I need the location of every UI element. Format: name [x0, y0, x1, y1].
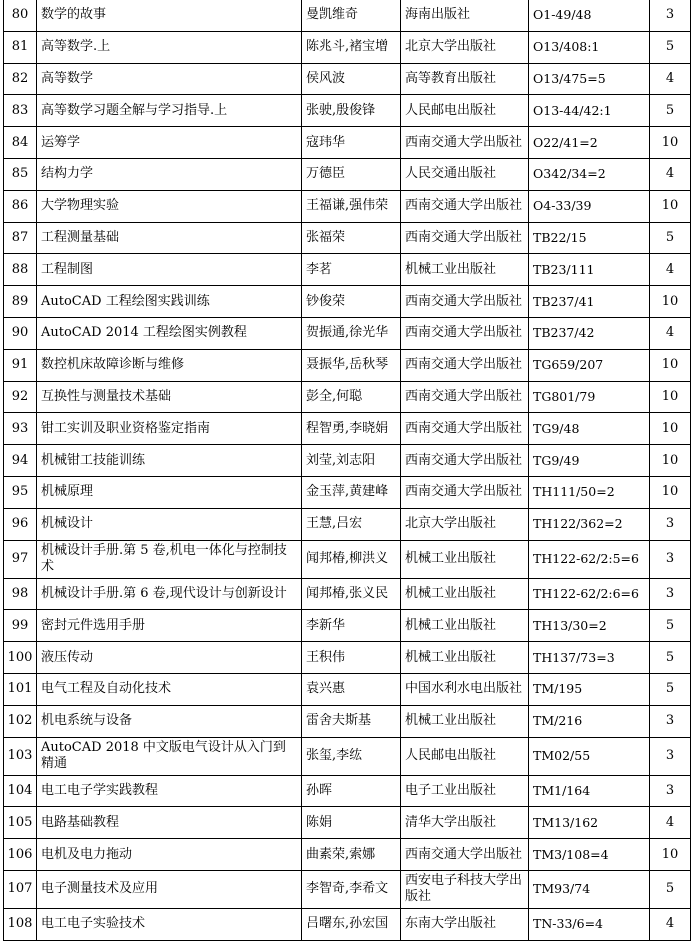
book-title: 互换性与测量技术基础	[37, 381, 302, 413]
call-number: TB237/42	[529, 317, 650, 349]
book-author: 闻邦椿,张义民	[302, 578, 401, 610]
book-author: 曲素荣,索娜	[302, 839, 401, 871]
copy-count: 3	[650, 0, 691, 31]
table-row	[4, 508, 691, 540]
book-publisher: 机械工业出版社	[401, 642, 529, 674]
copy-count: 10	[650, 381, 691, 413]
table-row	[4, 610, 691, 642]
table-row	[4, 908, 691, 940]
call-number: O4-33/39	[529, 190, 650, 222]
book-publisher: 西南交通大学出版社	[401, 190, 529, 222]
book-publisher: 海南出版社	[401, 0, 529, 31]
book-title: 电气工程及自动化技术	[37, 673, 302, 705]
table-row	[4, 705, 691, 737]
copy-count: 10	[650, 476, 691, 508]
book-publisher: 北京大学出版社	[401, 31, 529, 63]
book-publisher: 西南交通大学出版社	[401, 349, 529, 381]
copy-count: 3	[650, 508, 691, 540]
book-title: 数学的故事	[37, 0, 302, 31]
book-title: 电机及电力拖动	[37, 839, 302, 871]
book-author: 钞俊荣	[302, 286, 401, 318]
row-number: 105	[4, 807, 37, 839]
table-row	[4, 642, 691, 674]
call-number: TG801/79	[529, 381, 650, 413]
call-number: O22/41=2	[529, 127, 650, 159]
row-number: 96	[4, 508, 37, 540]
row-number: 92	[4, 381, 37, 413]
call-number: TN-33/6=4	[529, 908, 650, 940]
table-body	[4, 0, 691, 940]
copy-count: 3	[650, 775, 691, 807]
call-number: O13/475=5	[529, 63, 650, 95]
copy-count: 5	[650, 870, 691, 908]
book-publisher: 清华大学出版社	[401, 807, 529, 839]
copy-count: 10	[650, 190, 691, 222]
call-number: TM/195	[529, 673, 650, 705]
book-publisher: 西南交通大学出版社	[401, 381, 529, 413]
table-row	[4, 673, 691, 705]
call-number: TH122-62/2:6=6	[529, 578, 650, 610]
row-number: 85	[4, 158, 37, 190]
table-row	[4, 286, 691, 318]
copy-count: 10	[650, 349, 691, 381]
book-publisher: 西南交通大学出版社	[401, 317, 529, 349]
book-author: 刘莹,刘志阳	[302, 445, 401, 477]
call-number: O13/408:1	[529, 31, 650, 63]
table-row	[4, 775, 691, 807]
book-publisher: 西南交通大学出版社	[401, 222, 529, 254]
table-row	[4, 349, 691, 381]
book-author: 陈娟	[302, 807, 401, 839]
row-number: 102	[4, 705, 37, 737]
table-row	[4, 63, 691, 95]
table-row	[4, 540, 691, 578]
book-author: 寇玮华	[302, 127, 401, 159]
book-list-table	[3, 0, 691, 941]
row-number: 93	[4, 413, 37, 445]
copy-count: 4	[650, 63, 691, 95]
book-author: 陈兆斗,褚宝增	[302, 31, 401, 63]
row-number: 90	[4, 317, 37, 349]
call-number: TM13/162	[529, 807, 650, 839]
book-author: 侯风波	[302, 63, 401, 95]
row-number: 97	[4, 540, 37, 578]
book-publisher: 西南交通大学出版社	[401, 476, 529, 508]
row-number: 84	[4, 127, 37, 159]
book-author: 王慧,吕宏	[302, 508, 401, 540]
table-row	[4, 317, 691, 349]
book-publisher: 人民邮电出版社	[401, 737, 529, 775]
book-publisher: 人民邮电出版社	[401, 95, 529, 127]
book-publisher: 人民交通出版社	[401, 158, 529, 190]
book-author: 金玉萍,黄建峰	[302, 476, 401, 508]
call-number: TB237/41	[529, 286, 650, 318]
book-author: 袁兴惠	[302, 673, 401, 705]
book-title: 数控机床故障诊断与维修	[37, 349, 302, 381]
row-number: 94	[4, 445, 37, 477]
book-author: 王福谦,强伟荣	[302, 190, 401, 222]
copy-count: 3	[650, 540, 691, 578]
row-number: 89	[4, 286, 37, 318]
copy-count: 5	[650, 642, 691, 674]
book-title: 机械设计	[37, 508, 302, 540]
row-number: 83	[4, 95, 37, 127]
book-title: 电工电子学实践教程	[37, 775, 302, 807]
row-number: 88	[4, 254, 37, 286]
book-title: 大学物理实验	[37, 190, 302, 222]
call-number: TB23/111	[529, 254, 650, 286]
row-number: 99	[4, 610, 37, 642]
book-author: 李智奇,李希文	[302, 870, 401, 908]
book-title: 结构力学	[37, 158, 302, 190]
book-title: 高等数学	[37, 63, 302, 95]
row-number: 87	[4, 222, 37, 254]
copy-count: 10	[650, 839, 691, 871]
book-author: 王积伟	[302, 642, 401, 674]
copy-count: 10	[650, 286, 691, 318]
call-number: O13-44/42:1	[529, 95, 650, 127]
copy-count: 5	[650, 673, 691, 705]
book-title: 运筹学	[37, 127, 302, 159]
copy-count: 10	[650, 445, 691, 477]
call-number: TH13/30=2	[529, 610, 650, 642]
table-row	[4, 445, 691, 477]
book-publisher: 北京大学出版社	[401, 508, 529, 540]
book-author: 孙晖	[302, 775, 401, 807]
copy-count: 4	[650, 908, 691, 940]
book-author: 贺振通,徐光华	[302, 317, 401, 349]
book-publisher: 高等教育出版社	[401, 63, 529, 95]
call-number: O1-49/48	[529, 0, 650, 31]
copy-count: 3	[650, 578, 691, 610]
copy-count: 5	[650, 222, 691, 254]
call-number: TG659/207	[529, 349, 650, 381]
book-publisher: 西南交通大学出版社	[401, 127, 529, 159]
call-number: TM02/55	[529, 737, 650, 775]
book-author: 吕曙东,孙宏国	[302, 908, 401, 940]
book-publisher: 东南大学出版社	[401, 908, 529, 940]
table-row	[4, 578, 691, 610]
book-publisher: 西南交通大学出版社	[401, 445, 529, 477]
book-author: 雷舍夫斯基	[302, 705, 401, 737]
book-author: 聂振华,岳秋琴	[302, 349, 401, 381]
book-publisher: 西南交通大学出版社	[401, 286, 529, 318]
row-number: 100	[4, 642, 37, 674]
table-row	[4, 737, 691, 775]
table-row	[4, 870, 691, 908]
copy-count: 4	[650, 158, 691, 190]
book-title: 电工电子实验技术	[37, 908, 302, 940]
copy-count: 5	[650, 95, 691, 127]
call-number: TH137/73=3	[529, 642, 650, 674]
book-author: 闻邦椿,柳洪义	[302, 540, 401, 578]
book-title: 机械设计手册.第 5 卷,机电一体化与控制技术	[37, 540, 302, 578]
row-number: 95	[4, 476, 37, 508]
book-title: 工程测量基础	[37, 222, 302, 254]
row-number: 104	[4, 775, 37, 807]
book-title: 高等数学习题全解与学习指导.上	[37, 95, 302, 127]
book-title: 机械设计手册.第 6 卷,现代设计与创新设计	[37, 578, 302, 610]
book-publisher: 机械工业出版社	[401, 705, 529, 737]
book-publisher: 西南交通大学出版社	[401, 839, 529, 871]
copy-count: 4	[650, 807, 691, 839]
table-row	[4, 222, 691, 254]
call-number: TM3/108=4	[529, 839, 650, 871]
call-number: TM/216	[529, 705, 650, 737]
book-title: 液压传动	[37, 642, 302, 674]
book-author: 张福荣	[302, 222, 401, 254]
copy-count: 3	[650, 737, 691, 775]
call-number: TH122/362=2	[529, 508, 650, 540]
book-title: AutoCAD 2018 中文版电气设计从入门到精通	[37, 737, 302, 775]
book-author: 万德臣	[302, 158, 401, 190]
call-number: TG9/48	[529, 413, 650, 445]
table-row	[4, 476, 691, 508]
book-title: 机械钳工技能训练	[37, 445, 302, 477]
book-title: 工程制图	[37, 254, 302, 286]
call-number: TM1/164	[529, 775, 650, 807]
copy-count: 5	[650, 31, 691, 63]
book-title: 电路基础教程	[37, 807, 302, 839]
table-row	[4, 254, 691, 286]
book-title: 机械原理	[37, 476, 302, 508]
table-row	[4, 381, 691, 413]
book-author: 张驶,殷俊锋	[302, 95, 401, 127]
book-author: 李新华	[302, 610, 401, 642]
row-number: 80	[4, 0, 37, 31]
row-number: 86	[4, 190, 37, 222]
copy-count: 10	[650, 127, 691, 159]
call-number: TH111/50=2	[529, 476, 650, 508]
call-number: TG9/49	[529, 445, 650, 477]
book-title: AutoCAD 2014 工程绘图实例教程	[37, 317, 302, 349]
book-author: 彭全,何聪	[302, 381, 401, 413]
book-publisher: 中国水利水电出版社	[401, 673, 529, 705]
row-number: 91	[4, 349, 37, 381]
book-author: 张玺,李纮	[302, 737, 401, 775]
row-number: 101	[4, 673, 37, 705]
row-number: 103	[4, 737, 37, 775]
table-row	[4, 190, 691, 222]
row-number: 81	[4, 31, 37, 63]
copy-count: 3	[650, 705, 691, 737]
call-number: TH122-62/2:5=6	[529, 540, 650, 578]
book-publisher: 西安电子科技大学出版社	[401, 870, 529, 908]
book-title: 钳工实训及职业资格鉴定指南	[37, 413, 302, 445]
call-number: TB22/15	[529, 222, 650, 254]
table-row	[4, 158, 691, 190]
table-row	[4, 807, 691, 839]
table-row	[4, 95, 691, 127]
row-number: 106	[4, 839, 37, 871]
copy-count: 5	[650, 610, 691, 642]
book-author: 程智勇,李晓娟	[302, 413, 401, 445]
row-number: 108	[4, 908, 37, 940]
row-number: 107	[4, 870, 37, 908]
table-row	[4, 839, 691, 871]
book-title: 机电系统与设备	[37, 705, 302, 737]
book-publisher: 机械工业出版社	[401, 578, 529, 610]
row-number: 82	[4, 63, 37, 95]
book-publisher: 机械工业出版社	[401, 254, 529, 286]
table-row	[4, 0, 691, 31]
book-title: AutoCAD 工程绘图实践训练	[37, 286, 302, 318]
book-publisher: 机械工业出版社	[401, 610, 529, 642]
call-number: TM93/74	[529, 870, 650, 908]
book-publisher: 西南交通大学出版社	[401, 413, 529, 445]
book-publisher: 电子工业出版社	[401, 775, 529, 807]
book-publisher: 机械工业出版社	[401, 540, 529, 578]
book-author: 曼凯维奇	[302, 0, 401, 31]
book-author: 李茗	[302, 254, 401, 286]
row-number: 98	[4, 578, 37, 610]
table-row	[4, 413, 691, 445]
table-row	[4, 127, 691, 159]
call-number: O342/34=2	[529, 158, 650, 190]
copy-count: 4	[650, 317, 691, 349]
copy-count: 4	[650, 254, 691, 286]
table-row	[4, 31, 691, 63]
book-title: 电子测量技术及应用	[37, 870, 302, 908]
book-title: 高等数学.上	[37, 31, 302, 63]
copy-count: 10	[650, 413, 691, 445]
book-title: 密封元件选用手册	[37, 610, 302, 642]
